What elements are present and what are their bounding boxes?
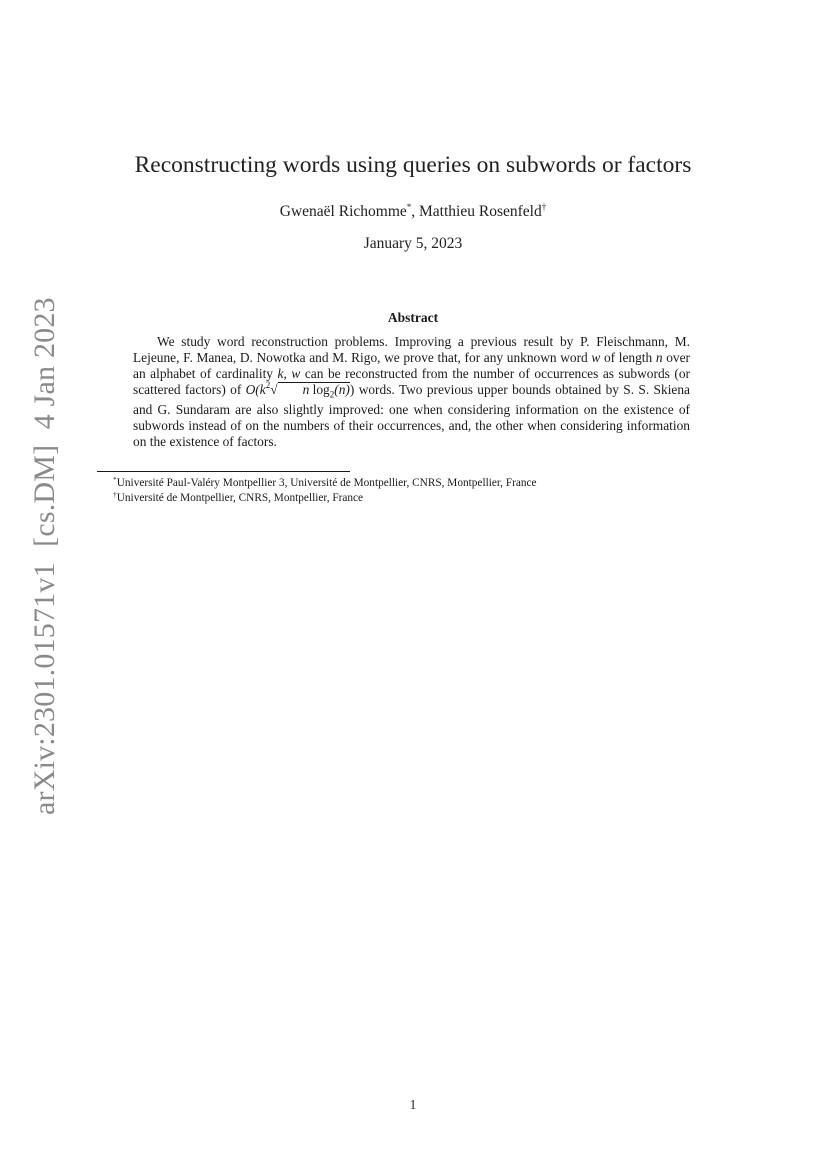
abstract-segment: of length	[600, 350, 656, 365]
math-variable: k	[277, 366, 284, 381]
formula-part: O(	[245, 382, 260, 397]
footnote-rule	[97, 471, 350, 472]
footnote-mark: *	[113, 475, 117, 484]
abstract-text	[133, 334, 690, 450]
formula-exponent: 2	[265, 380, 271, 390]
complexity-formula	[245, 380, 355, 400]
footnote-text: Université Paul-Valéry Montpellier 3, Université de Montpellier, CNRS, Montpellier, France	[116, 477, 537, 489]
footnote-mark: †	[113, 490, 117, 499]
abstract-segment: over an alphabet of cardinality	[133, 350, 690, 381]
abstract-heading: Abstract	[387, 310, 439, 325]
formula-part: (n)	[334, 382, 350, 397]
paper-date: January 5, 2023	[363, 235, 463, 252]
abstract-segment: can be reconstructed from the number of occurrences as subwords (or scattered factors) of	[133, 366, 690, 397]
footnotes	[113, 476, 673, 506]
math-variable: w	[591, 350, 601, 365]
footnote-text: Université de Montpellier, CNRS, Montpellier, France	[116, 492, 364, 504]
formula-part: )	[349, 382, 355, 397]
footnote-mark[interactable]: *	[406, 202, 412, 212]
author-name: Gwenaël Richomme	[279, 203, 407, 220]
formula-part: log	[309, 382, 330, 397]
page-number: 1	[409, 1098, 417, 1113]
footnote-mark[interactable]: †	[541, 202, 547, 212]
arxiv-identifier-stamp: arXiv:2301.01571v1 [cs.DM] 4 Jan 2023	[28, 297, 61, 815]
math-variable: n	[655, 350, 663, 365]
author-separator: ,	[411, 203, 420, 220]
sqrt-sign: √	[270, 382, 278, 397]
paper-title: Reconstructing words using queries on subwords or factors	[134, 152, 692, 178]
sqrt-radicand	[278, 382, 350, 402]
formula-subscript: 2	[329, 389, 335, 400]
formula-part: n	[302, 382, 310, 397]
math-variable: w	[291, 366, 301, 381]
abstract-segment: We study word reconstruction problems. Improving a previous result by P. Fleischmann, M. Lejeune, F. Manea, D. Nowotka and M. Rigo, we prove that, for any unknown word	[133, 334, 690, 365]
abstract-segment: words. Two previous upper bounds obtained by S. S. Skiena and G. Sundaram are also slightly improved: one when considering information on the existence of subwords instead of on the numbers of their occurrences, and, the other when considering information on the existence of factors.	[133, 382, 690, 449]
author-list	[0, 202, 826, 222]
footnote-affiliation-2	[113, 491, 673, 506]
abstract-segment: ,	[283, 366, 292, 381]
footnote-affiliation-1	[113, 476, 673, 491]
formula-part: k	[259, 382, 266, 397]
author-name: Matthieu Rosenfeld	[419, 203, 542, 220]
